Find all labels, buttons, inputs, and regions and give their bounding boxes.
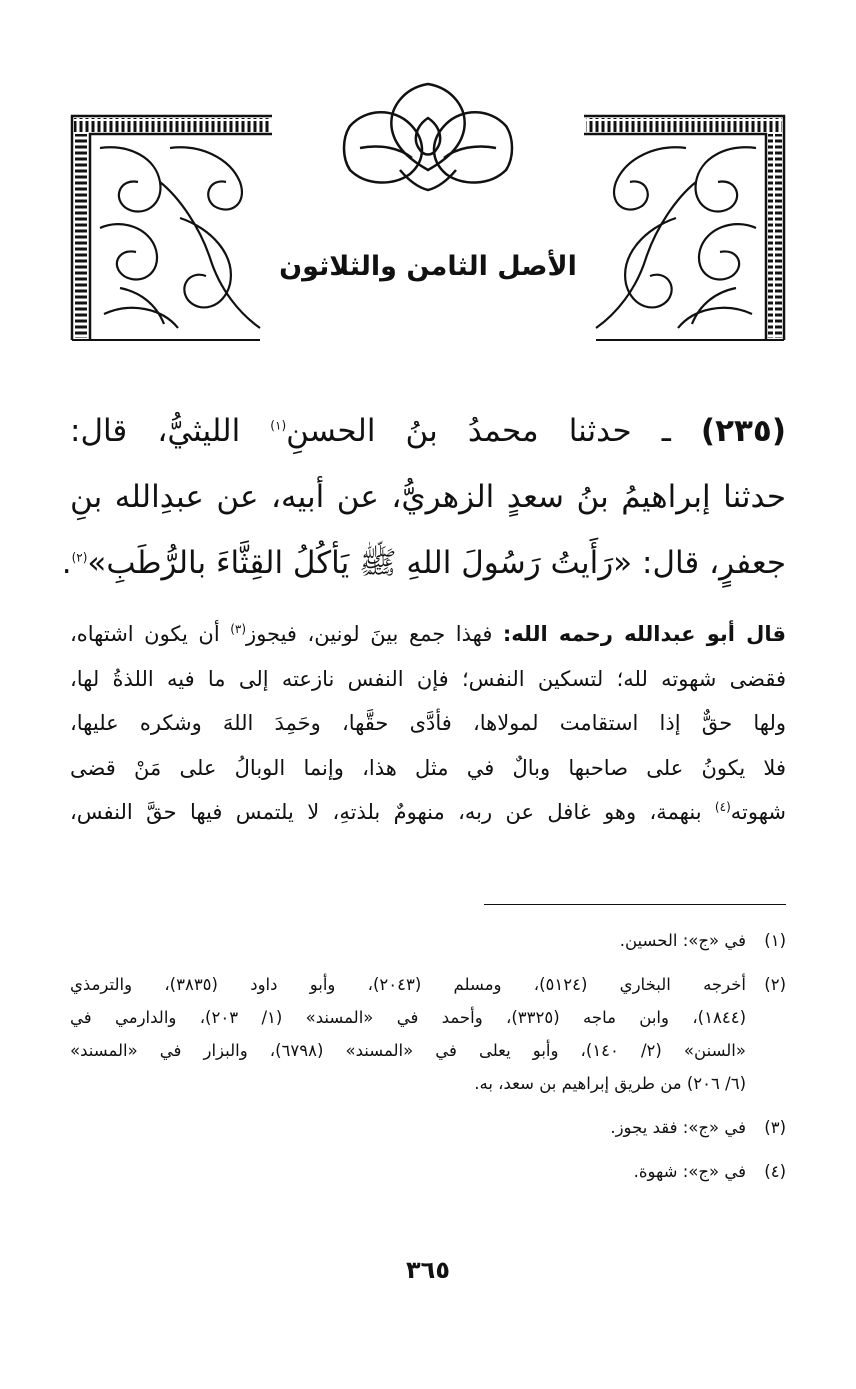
footnote — [70, 1111, 786, 1144]
hadith-line1-rest: الليثيُّ، قال: — [70, 413, 241, 449]
hadith-line: حدثنا إبراهيمُ بنُ سعدٍ الزهريُّ، عن أبيه، عن عبدِالله بنِ — [70, 479, 786, 515]
footnote-body — [70, 968, 746, 1100]
footnote — [70, 1155, 786, 1188]
footnote-line: في «ج»: الحسين. — [619, 931, 746, 950]
footnote-body — [70, 1155, 746, 1188]
footnote-marker: (٣) — [764, 1118, 786, 1137]
commentary-text — [70, 612, 786, 835]
commentary-line — [70, 612, 786, 657]
commentary-line5-a: شهوته — [730, 800, 786, 824]
footnote-line: «السنن» (٢/ ١٤٠)، وأبو يعلى في «المسند» (٦٧٩٨)، والبزار في «المسند» — [70, 1041, 746, 1060]
chapter-title: الأصل الثامن والثلاثون — [250, 243, 606, 291]
hadith-dash: ـ — [661, 413, 671, 449]
commentary-line5-b: بنهمة، وهو غافل عن ربه، منهومٌ بلذتهِ، لا يلتمس فيها حقَّ النفس، — [70, 800, 702, 824]
footnote — [70, 968, 786, 1100]
commentary-line: فلا يكونُ على صاحبها وبالٌ في مثل هذا، وإنما الوبالُ على مَنْ قضى — [70, 755, 786, 780]
footnote-ref-2: (٢) — [71, 550, 88, 565]
hadith-line3-text: جعفرٍ، قال: «رَأَيتُ رَسُولَ اللهِ ﷺ يَأكُلُ القِثَّاءَ بالرُّطَبِ» — [87, 545, 786, 581]
footnote-ref-3: (٣) — [230, 622, 247, 636]
footnote-ref-1: (١) — [270, 418, 287, 433]
footnote-marker: (٤) — [764, 1162, 786, 1181]
commentary-speaker: قال أبو عبدالله رحمه الله: — [502, 622, 786, 646]
hadith-line3-end: . — [61, 545, 72, 581]
hadith-number: (٢٣٥) — [700, 413, 786, 449]
footnote-ref-4: (٤) — [714, 800, 731, 814]
footnote-line: (١٨٤٤)، وابن ماجه (٣٣٢٥)، وأحمد في «المسند» (١/ ٢٠٣)، والدارمي في — [70, 1008, 746, 1027]
commentary-line1-a: فهذا جمع بينَ لونين، فيجوز — [246, 622, 493, 646]
footnote-marker: (٢) — [764, 975, 786, 994]
page-number: ٣٦٥ — [406, 1256, 450, 1284]
commentary-line: ولها حقٌّ إذا استقامت لمولاها، فأدَّى حقَّها، وحَمِدَ اللهَ وشكره عليها، — [70, 711, 786, 735]
footnote-line: في «ج»: شهوة. — [633, 1162, 746, 1181]
commentary-line1-b: أن يكون اشتهاه، — [70, 622, 220, 646]
footnote-body — [70, 1111, 746, 1144]
footnotes — [70, 924, 786, 1199]
commentary-line — [70, 790, 786, 835]
footnote-body — [70, 924, 746, 957]
footnote — [70, 924, 786, 957]
hadith-line — [70, 398, 786, 464]
chapter-header-ornament — [60, 78, 796, 350]
footnote-line: (٦/ ٢٠٦) من طريق إبراهيم بن سعد، به. — [474, 1074, 746, 1093]
commentary-line: فقضى شهوته لله؛ لتسكين النفس؛ فإن النفس نازعته إلى ما فيه اللذةُ لها، — [70, 666, 786, 691]
hadith-text — [61, 398, 786, 596]
footnote-line: أخرجه البخاري (٥١٢٤)، ومسلم (٢٠٤٣)، وأبو داود (٣٨٣٥)، والترمذي — [70, 975, 746, 994]
hadith-line — [61, 530, 786, 596]
footnote-separator — [484, 904, 786, 905]
hadith-line1-text: حدثنا محمدُ بنُ الحسنِ — [286, 413, 632, 449]
footnote-line: في «ج»: فقد يجوز. — [610, 1118, 746, 1137]
footnote-marker: (١) — [764, 931, 786, 950]
